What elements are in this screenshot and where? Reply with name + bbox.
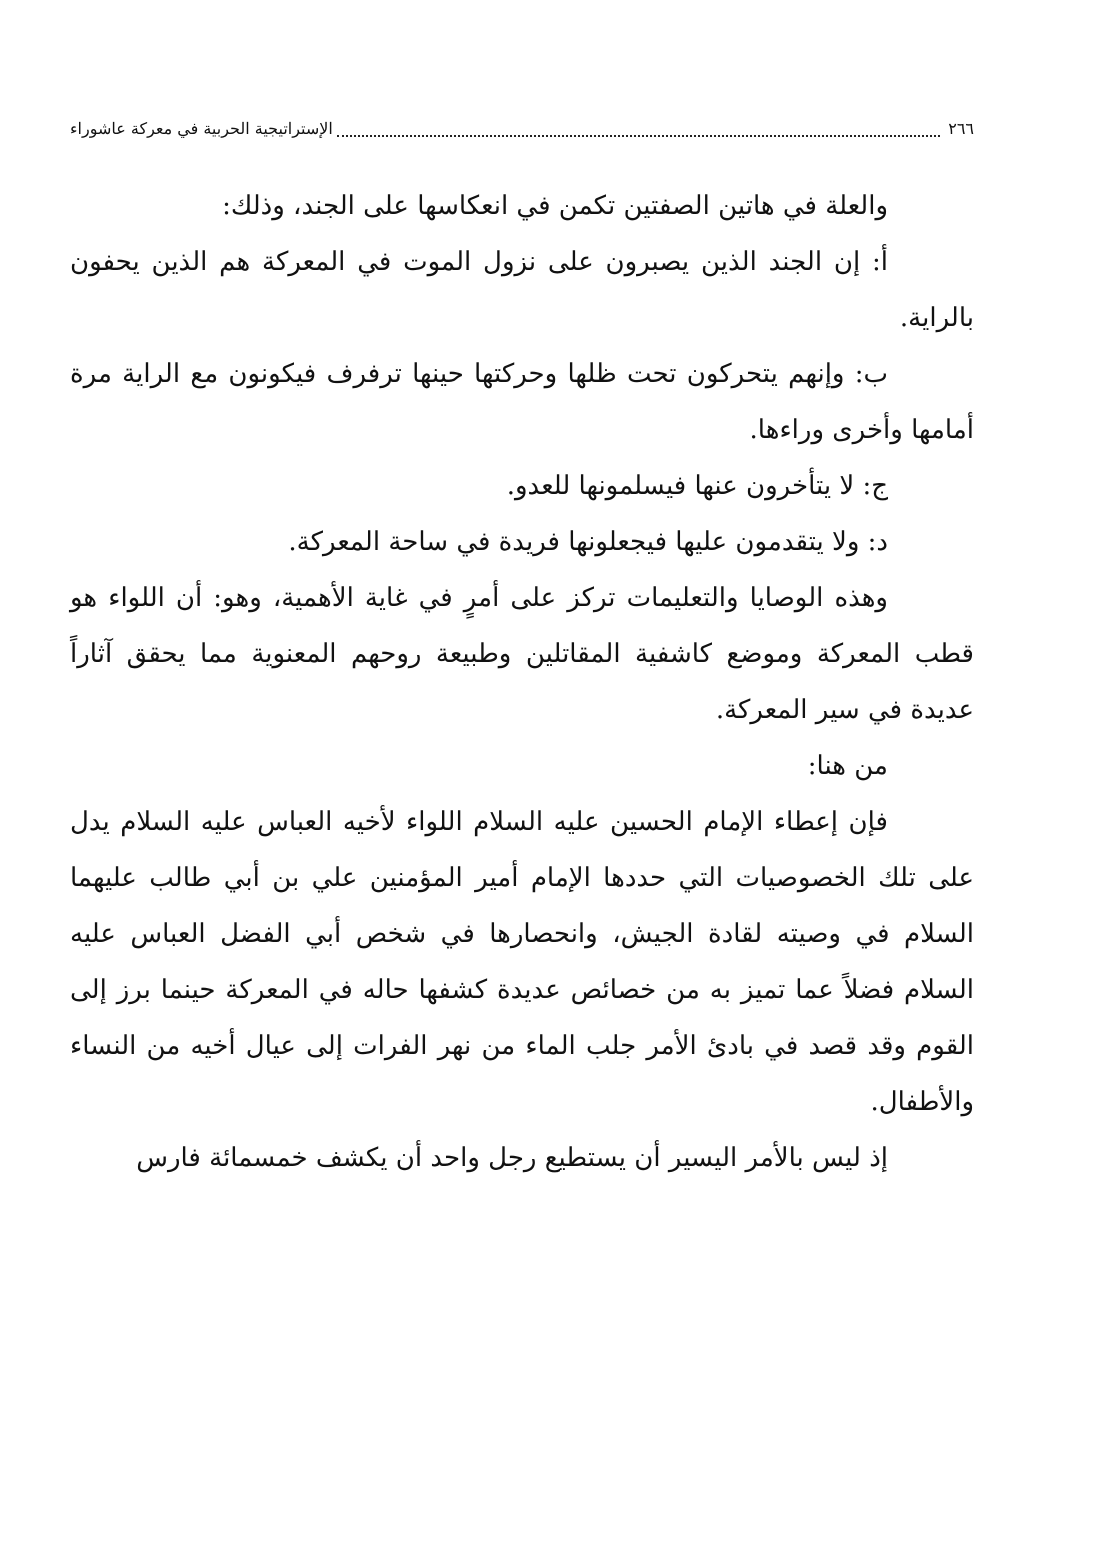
paragraph: والعلة في هاتين الصفتين تكمن في انعكاسها على الجند، وذلك: xyxy=(222,191,888,221)
paragraph: إذ ليس بالأمر اليسير أن يستطيع رجل واحد أن يكشف خمسمائة فارس xyxy=(136,1143,888,1173)
paragraph: ب: وإنهم يتحركون تحت ظلها وحركتها حينها ترفرف فيكونون مع الراية مرة أمامها وأخرى وراءها. xyxy=(70,359,974,445)
paragraph: ج: لا يتأخرون عنها فيسلمونها للعدو. xyxy=(506,471,888,501)
paragraph: د: ولا يتقدمون عليها فيجعلونها فريدة في ساحة المعركة. xyxy=(288,527,888,557)
paragraph: فإن إعطاء الإمام الحسين عليه السلام اللواء لأخيه العباس عليه السلام يدل على تلك الخصوصيات التي حددها الإمام أمير المؤمنين علي بن أبي طالب عليهما السلام في وصيته لقادة الجيش، وانحصارها في شخص أبي الفضل العباس عليه السلام فضلاً عما تميز به من خصائص عديدة كشفها حاله في المعركة حينما برز إلى القوم وقد قصد في بادئ الأمر جلب الماء من نهر الفرات إلى عيال أخيه من النساء والأطفال. xyxy=(70,807,974,1117)
dotted-leader xyxy=(337,135,940,137)
running-title: الإستراتيجية الحربية في معركة عاشوراء xyxy=(70,119,333,138)
book-page xyxy=(70,112,974,1512)
running-header xyxy=(70,112,974,146)
paragraph: وهذه الوصايا والتعليمات تركز على أمرٍ في غاية الأهمية، وهو: أن اللواء هو قطب المعركة وموضع كاشفية المقاتلين وطبيعة روحهم المعنوية مما يحقق آثاراً عديدة في سير المعركة. xyxy=(70,583,974,725)
page-number: ٢٦٦ xyxy=(948,119,974,138)
paragraph: أ: إن الجند الذين يصبرون على نزول الموت في المعركة هم الذين يحفون بالراية. xyxy=(70,247,974,333)
body-text xyxy=(70,178,974,1186)
paragraph: من هنا: xyxy=(807,751,888,781)
